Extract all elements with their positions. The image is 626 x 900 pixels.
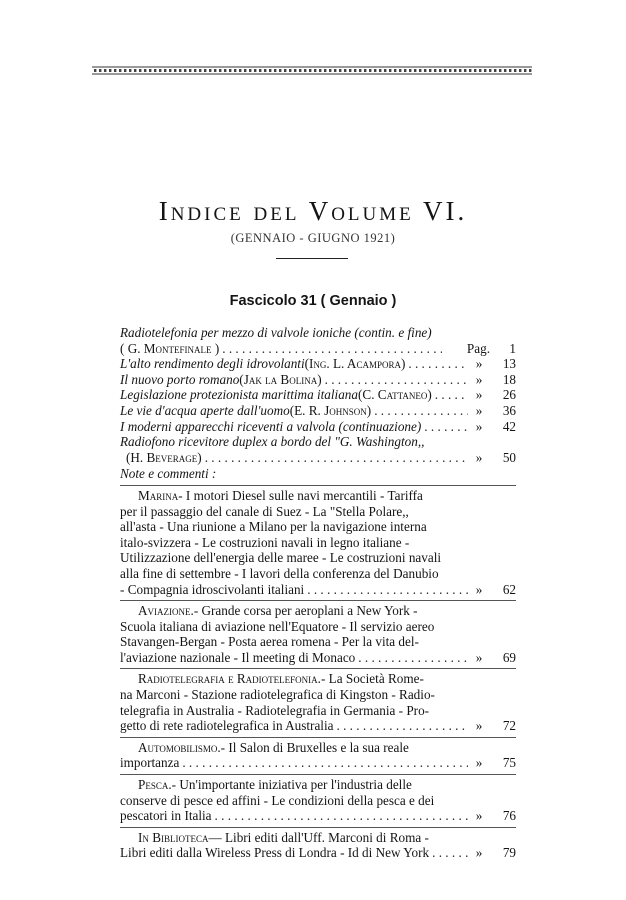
toc-entry[interactable]: [120, 434, 516, 465]
page-number: 18: [502, 371, 516, 387]
page-number: 1: [509, 340, 516, 356]
table-of-contents: [120, 325, 516, 861]
ditto-mark: »: [475, 581, 483, 597]
ditto-mark: »: [475, 449, 483, 465]
page-number: 79: [502, 845, 516, 861]
note-entry[interactable]: [120, 671, 516, 733]
leader-dots: [421, 419, 468, 435]
ditto-mark: »: [475, 808, 483, 824]
note-line: [120, 755, 516, 771]
ditto-mark: »: [475, 755, 483, 771]
note-text: - La Società Rome-: [320, 671, 424, 687]
entry-title: L'alto rendimento degli idrovolanti: [120, 356, 305, 372]
leader-dots: [219, 341, 442, 357]
leader-dots: [212, 808, 468, 824]
leader-dots: [322, 372, 468, 388]
note-text: Scuola italiana di aviazione nell'Equatore - Il servizio aereo: [120, 618, 435, 634]
leader-dots: [432, 387, 468, 403]
note-entry[interactable]: [120, 830, 516, 861]
note-line: [120, 830, 516, 846]
note-text: italo-svizzera - Le costruzioni navali in legno italiane -: [120, 534, 410, 550]
entry-divider: [120, 600, 516, 601]
note-text: - Il Salon di Bruxelles e la sua reale: [220, 739, 409, 755]
entry-divider: [120, 668, 516, 669]
note-text: getto di rete radiotelegrafica in Australia: [120, 718, 334, 734]
page-number: 69: [502, 649, 516, 665]
page-label: Pag.: [466, 340, 490, 356]
issue-section-title: Fascicolo 31 ( Gennaio ): [229, 293, 397, 309]
ditto-mark: »: [475, 649, 483, 665]
entry-divider: [120, 485, 516, 486]
note-line: [120, 519, 516, 535]
note-text: - Grande corsa per aeroplani a New York -: [193, 603, 418, 619]
note-line: [120, 488, 516, 504]
note-text: per il passaggio del canale di Suez - La "Stella Polare,,: [120, 503, 409, 519]
note-category: In Biblioteca: [138, 829, 209, 845]
page-number: 50: [502, 449, 516, 465]
note-line: [120, 718, 516, 734]
title-divider: [276, 258, 348, 259]
note-text: telegrafia in Australia - Radiotelegrafia in Germania - Pro-: [120, 702, 430, 718]
note-category: Radiotelegrafia e Radiotelefonia.: [138, 671, 321, 687]
leader-dots: [202, 450, 468, 466]
entry-title: Radiotelefonia per mezzo di valvole ioniche (contin. e fine): [120, 325, 432, 340]
notes-heading: Note e commenti :: [120, 466, 217, 482]
note-text: — Libri editi dall'Uff. Marconi di Roma -: [208, 829, 429, 845]
page-number: 75: [502, 755, 516, 771]
note-line: [120, 535, 516, 551]
note-entry[interactable]: [120, 777, 516, 824]
note-text: - Un'importante iniziativa per l'industria delle: [171, 777, 412, 793]
note-line: [120, 808, 516, 824]
page-number: 13: [502, 356, 516, 372]
entry-title: Le vie d'acqua aperte dall'uomo: [120, 402, 290, 418]
note-category: Aviazione.: [138, 603, 194, 619]
ditto-mark: »: [475, 845, 483, 861]
note-line: [120, 845, 516, 861]
page-number: 72: [502, 718, 516, 734]
notes-heading-row: [120, 466, 516, 482]
note-line: [120, 566, 516, 582]
entry-divider: [120, 774, 516, 775]
volume-index-title: Indice del Volume VI.: [158, 196, 468, 226]
toc-entry[interactable]: [120, 387, 516, 403]
toc-entry[interactable]: [120, 356, 516, 372]
note-text: - I motori Diesel sulle navi mercantili - Tariffa: [178, 487, 423, 503]
ditto-mark: »: [475, 371, 483, 387]
note-line: [120, 671, 516, 687]
note-line: [120, 777, 516, 793]
page-number: 26: [502, 387, 516, 403]
note-line: [120, 582, 516, 598]
note-text: importanza: [120, 755, 180, 771]
entry-title: Legislazione protezionista marittima italiana: [120, 387, 358, 403]
note-text: conserve di pesce ed affini - Le condizioni della pesca e dei: [120, 792, 435, 808]
ditto-mark: »: [475, 718, 483, 734]
page-number: 62: [502, 581, 516, 597]
note-text: Utilizzazione dell'energia delle maree - Le costruzioni navali: [120, 550, 442, 566]
note-text: all'asta - Una riunione a Milano per la navigazione interna: [120, 519, 427, 535]
volume-date-range: (GENNAIO - GIUGNO 1921): [230, 231, 396, 245]
ornamental-header-rule: [92, 66, 532, 75]
page-number: 76: [502, 808, 516, 824]
entry-divider: [120, 827, 516, 828]
note-text: Libri editi dalla Wireless Press di Londra - Id di New York: [120, 845, 430, 861]
note-category: Marina: [138, 487, 179, 503]
entry-title: Radiofono ricevitore duplex a bordo del "G. Washington,,: [120, 434, 425, 450]
page-number: 42: [502, 418, 516, 434]
toc-entry[interactable]: [120, 325, 516, 356]
leader-dots: [355, 650, 468, 666]
note-text: - Compagnia idroscivolanti italiani: [120, 581, 305, 597]
entry-divider: [120, 737, 516, 738]
page-number: 36: [502, 402, 516, 418]
entry-author: (Ing. L. Acampora): [304, 356, 406, 372]
entry-title: I moderni apparecchi riceventi a valvola (continuazione): [120, 418, 422, 434]
toc-entry[interactable]: [120, 403, 516, 419]
note-text: pescatori in Italia: [120, 808, 212, 824]
note-entry[interactable]: [120, 740, 516, 771]
ditto-mark: »: [475, 387, 483, 403]
leader-dots: [333, 718, 468, 734]
note-category: Pesca.: [138, 777, 172, 793]
ditto-mark: »: [475, 356, 483, 372]
note-line: [120, 550, 516, 566]
leader-dots: [405, 356, 468, 372]
note-line: [120, 619, 516, 635]
ditto-mark: »: [475, 418, 483, 434]
note-line: [120, 603, 516, 619]
toc-entry[interactable]: [120, 372, 516, 388]
note-text: Stavangen-Bergan - Posta aerea romena - Per la vita del-: [120, 634, 419, 650]
note-category: Automobilismo.: [138, 739, 221, 755]
entry-title: Il nuovo porto romano: [120, 371, 240, 387]
leader-dots: [371, 403, 468, 419]
leader-dots: [304, 582, 468, 598]
note-text: alla fine di settembre - I lavori della conferenza del Danubio: [120, 565, 439, 581]
note-line: [120, 650, 516, 666]
entry-author: ( G. Montefinale ): [120, 340, 220, 356]
note-line: [120, 504, 516, 520]
entry-author: (E. R. Johnson): [289, 402, 372, 418]
note-text: l'aviazione nazionale - Il meeting di Monaco: [120, 649, 356, 665]
note-line: [120, 703, 516, 719]
note-entry[interactable]: [120, 603, 516, 665]
leader-dots: [179, 755, 468, 771]
ditto-mark: »: [475, 402, 483, 418]
leader-dots: [429, 845, 468, 861]
note-line: [120, 634, 516, 650]
entry-author: (C. Cattaneo): [358, 387, 432, 403]
notes-list: [120, 485, 516, 861]
note-line: [120, 687, 516, 703]
entry-author: (H. Beverage): [126, 449, 202, 465]
note-line: [120, 793, 516, 809]
note-text: na Marconi - Stazione radiotelegrafica di Kingston - Radio-: [120, 687, 435, 703]
note-entry[interactable]: [120, 488, 516, 597]
entry-author: (Jak la Bolina): [239, 371, 322, 387]
note-line: [120, 740, 516, 756]
toc-entry[interactable]: [120, 419, 516, 435]
